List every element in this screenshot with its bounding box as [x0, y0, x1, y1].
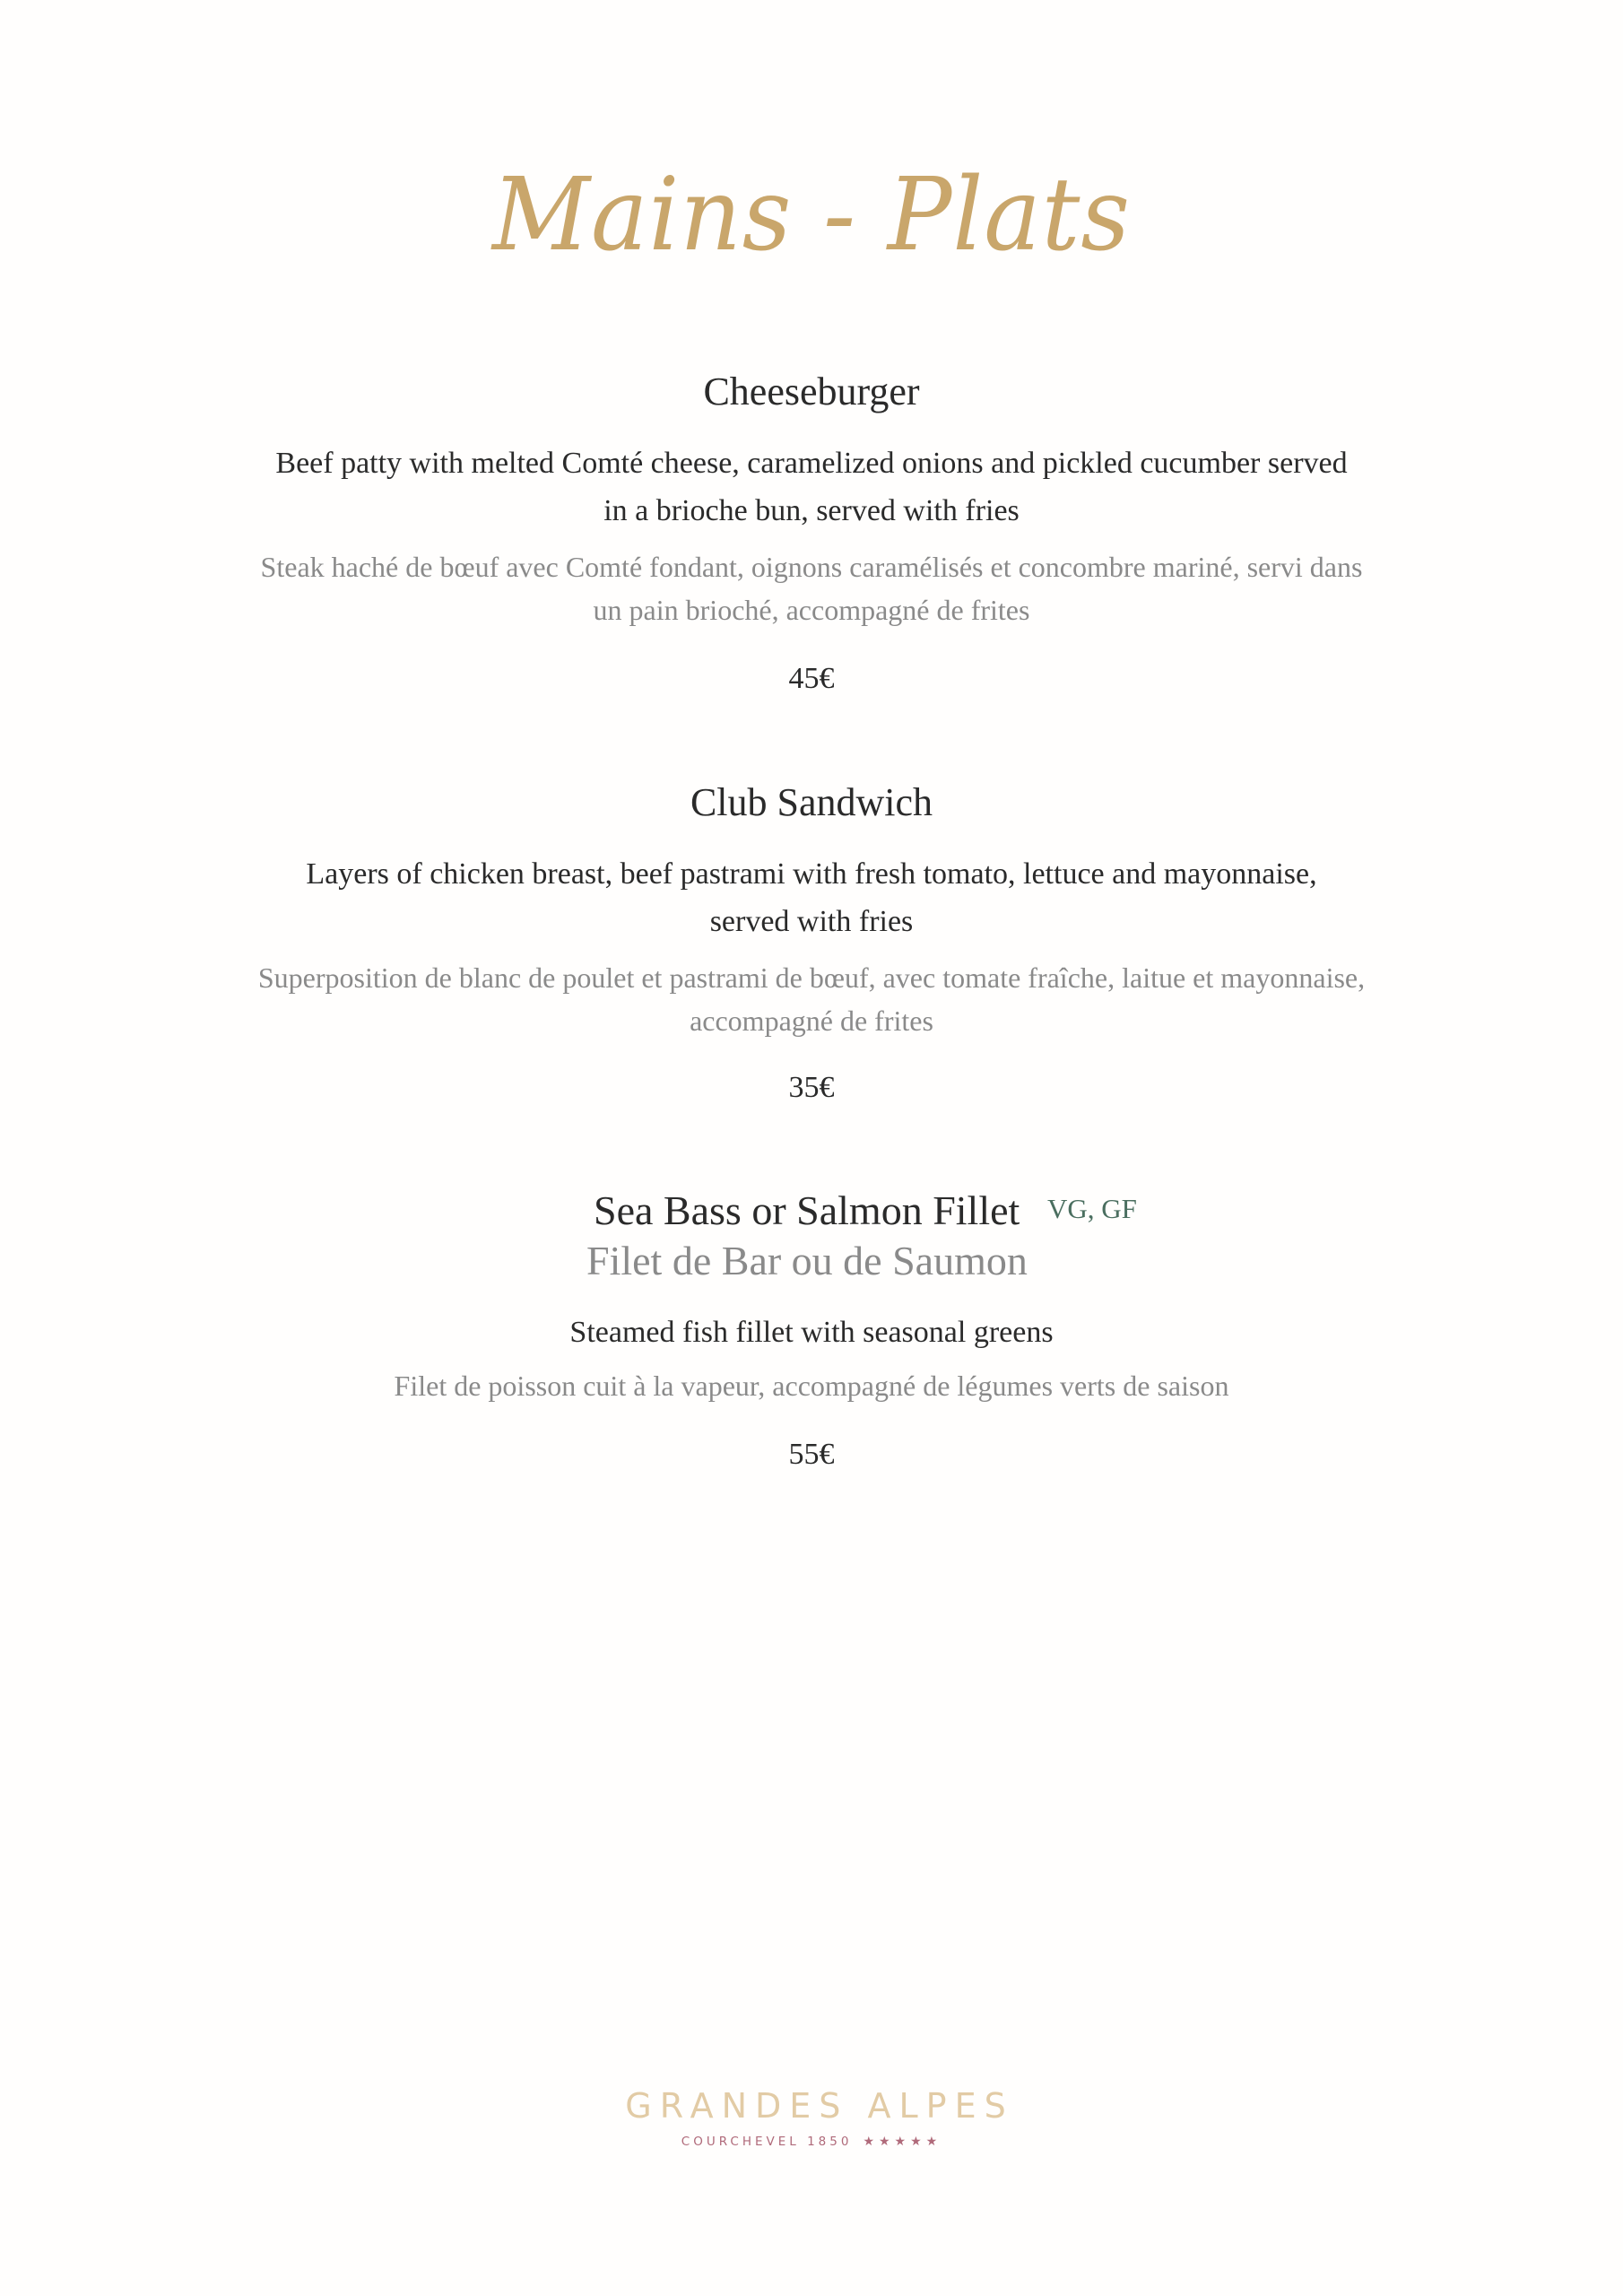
- dish-name: Sea Bass or Salmon Fillet: [594, 1187, 1020, 1233]
- dish-description-en: Steamed fish fillet with seasonal greens: [569, 1316, 1054, 1349]
- dish-description-fr: Steak haché de bœuf avec Comté fondant, oignons caramélisés et concombre mariné, servi dans: [260, 551, 1363, 583]
- dish-description-fr: un pain brioché, accompagné de frites: [593, 594, 1030, 626]
- dish-name: Club Sandwich: [690, 780, 933, 824]
- dish-name: Cheeseburger: [703, 370, 920, 413]
- brand-location: [0, 2133, 1623, 2151]
- star-rating-icon: ★★★★★: [863, 2135, 942, 2149]
- location-text: COURCHEVEL 1850: [681, 2135, 853, 2149]
- dish-description-en: in a brioche bun, served with fries: [603, 494, 1020, 527]
- dish-description-fr: accompagné de frites: [690, 1004, 933, 1037]
- dish-price: 35€: [788, 1071, 835, 1104]
- dish-price: 55€: [788, 1438, 835, 1471]
- page-title: Mains - Plats: [492, 157, 1131, 274]
- dish-name-fr: Filet de Bar ou de Saumon: [586, 1238, 1028, 1283]
- dish-description-en: Beef patty with melted Comté cheese, caramelized onions and pickled cucumber served: [275, 447, 1348, 480]
- brand-name: GRANDES ALPES: [625, 2086, 1014, 2126]
- dietary-tags: VG, GF: [1047, 1193, 1137, 1224]
- dish-description-fr: Superposition de blanc de poulet et pastrami de bœuf, avec tomate fraîche, laitue et mayonnaise,: [257, 961, 1366, 994]
- dish-description-en: Layers of chicken breast, beef pastrami with fresh tomato, lettuce and mayonnaise,: [306, 857, 1317, 891]
- dish-price: 45€: [788, 662, 835, 695]
- dish-description-en: served with fries: [709, 905, 914, 938]
- dish-description-fr: Filet de poisson cuit à la vapeur, accompagné de légumes verts de saison: [394, 1370, 1229, 1402]
